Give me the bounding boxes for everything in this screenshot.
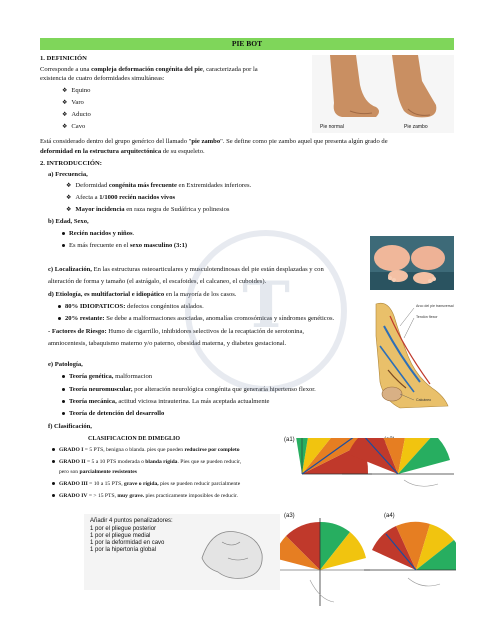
bullet-icon [62,388,65,391]
bullet-icon [62,244,65,247]
bullet-icon [52,494,55,497]
factores-riesgo-line-1: - Factores de Riesgo: Humo de cigarrillo, inhibidores selectivos de la recaptación de serotonina, [48,328,305,335]
bullet-icon [62,375,65,378]
grade-item: GRADO II = 5 a 10 PTS moderada o blanda rígida. Pies que se pueden reducir, [52,458,241,466]
diamond-bullet-icon: ❖ [62,112,68,118]
diamond-bullet-icon: ❖ [66,195,72,201]
bullet-icon [52,482,55,485]
penalty-item: 1 por el pliegue posterior [90,526,157,532]
bullet-icon [62,232,65,235]
definition-line-2: existencia de cuatro deformidades simultáneas: [40,75,165,82]
list-item: Es más frecuente en el sexo masculino (3:1) [62,242,187,250]
diamond-bullet-icon: ❖ [62,100,68,106]
list-item: ❖ Equino [62,87,91,94]
list-item: ❖ Mayor incidencia en raza negra de Sudáfrica y polinesios [66,206,230,213]
list-item: ❖ Deformidad congénita más frecuente en Extremidades inferiores. [66,182,252,189]
grade-item: GRADO III = 10 a 15 PTS, grave o rígida, pies se pueden reducir parcialmente [52,480,240,488]
list-item: Teoría de detención del desarrollo [62,410,164,418]
bullet-icon [62,412,65,415]
diamond-bullet-icon: ❖ [66,183,72,189]
page-title: PIE BOT [40,38,454,50]
penalty-item: 1 por la hipertonía global [90,547,157,553]
list-item: 20% restante: Se debe a malformaciones asociadas, anomalías cromosómicas y síndromes genéticos. [58,315,334,323]
diagram-label: Arco del pie transversal [416,304,454,308]
bullet-icon [58,317,61,320]
definition-paragraph-line-2: deformidad en la estructura arquitectónica de su esqueleto. [40,148,205,155]
etiologia-line: d) Etiología, es multifactorial e idiopático en la mayoría de los casos. [48,291,237,298]
subheading-edad-sexo: b) Edad, Sexo, [48,218,89,225]
baby-feet-photo [370,236,454,290]
subheading-clasificacion: f) Clasificación, [48,423,92,430]
bullet-icon [62,400,65,403]
bullet-icon [58,305,61,308]
list-item: Teoría mecánica, actitud viciosa intrauterina. La más aceptada actualmente [62,398,269,406]
diagram-label: Tendón flexor [416,315,438,319]
diamond-bullet-icon: ❖ [66,207,72,213]
diagram-label: Calcáneo [416,398,432,402]
list-item: Teoría genética, malformacion [62,373,152,381]
figure-label: (a3) [284,513,295,519]
definition-paragraph-line-1: Está considerado dentro del grupo genérico del llamado "pie zambo". Se define como pie zambo aquel que presenta algún grado de [40,138,388,145]
list-item: Recién nacidos y niños. [62,230,134,238]
list-item: Teoría neuromuscular, por alteración neurológica congénita que generaría hipertenso flexor. [62,386,316,394]
grade-item-continuation: pero son parcialmente resistentes [59,469,137,475]
penalty-item: 1 por la deformidad en cavo [90,540,165,546]
localizacion-line-2: alteración de forma y tamaño (el astrágalo, el escafoides, el calcaneo, el cuboides). [48,278,267,285]
list-item: ❖ Aducto [62,111,91,118]
bullet-icon [52,448,55,451]
grade-item: GRADO IV = > 15 PTS, muy grave. pies practicamente imposibles de reducir. [52,492,238,500]
section-heading-definicion: 1. DEFINICIÓN [40,55,87,62]
grade-item: GRADO I = 5 PTS, benigna o blanda. pies que pueden reducirse por completo [52,446,240,454]
image-caption-normal: Pie normal [320,124,344,130]
figure-label: (a4) [384,513,395,519]
list-item: 80% IDIOPATICOS: defectos congénitos aislados. [58,303,204,311]
anatomy-diagram [370,296,454,414]
feet-comparison-image [312,55,454,133]
subheading-patologia: e) Patología, [48,361,83,368]
list-item: ❖ Varo [62,99,84,106]
diamond-bullet-icon: ❖ [62,88,68,94]
definition-line-1: Corresponde a una compleja deformación congénita del pie, caracterizada por la [40,66,258,73]
localizacion-line-1: c) Localización, En las estructuras osteoarticulares y musculotendinosas del pie están desplazadas y con [48,266,324,273]
diamond-bullet-icon: ❖ [62,124,68,130]
list-item: ❖ Afecta a 1/1000 recién nacidos vivos [66,194,176,201]
penalty-title: Añadir 4 puntos penalizadores: [90,518,173,524]
image-caption-zambo: Pie zambo [404,124,428,130]
section-heading-introduccion: 2. INTRODUCCIÓN: [40,160,102,167]
classification-title: CLASIFICACION DE DIMEGLIO [88,436,181,442]
figure-label: (a1) [284,437,295,443]
factores-riesgo-line-2: amniocentesis, tabaquismo materno y/o paterno, obesidad materna, y diabetes gestacional. [48,340,287,347]
bullet-icon [52,460,55,463]
penalty-points-image [84,514,280,590]
dimeglio-fan-diagrams [280,438,456,614]
list-item: ❖ Cavo [62,123,86,130]
watermark-logo: T [185,230,347,392]
penalty-item: 1 por el pliegue medial [90,533,151,539]
subheading-frecuencia: a) Frecuencia, [48,171,88,178]
